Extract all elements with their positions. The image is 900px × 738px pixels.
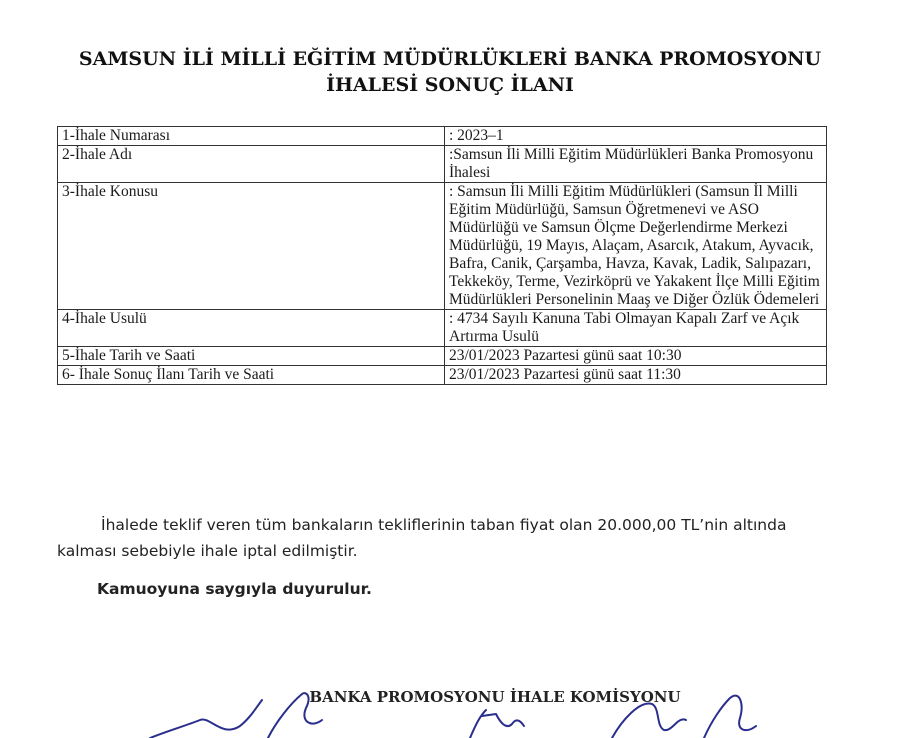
row-label: 5-İhale Tarih ve Saati	[58, 347, 445, 366]
title-line-1: SAMSUN İLİ MİLLİ EĞİTİM MÜDÜRLÜKLERİ BANKA PROMOSYONU	[78, 48, 822, 70]
row-value: 23/01/2023 Pazartesi günü saat 10:30	[445, 347, 827, 366]
committee-name: BANKA PROMOSYONU İHALE KOMİSYONU	[309, 688, 681, 706]
row-label: 1-İhale Numarası	[58, 127, 445, 146]
table-row	[58, 127, 827, 146]
ihale-info-table	[57, 126, 827, 385]
signature-4	[612, 703, 686, 738]
closing-statement: Kamuoyuna saygıyla duyurulur.	[97, 580, 372, 598]
title-line-2: İHALESİ SONUÇ İLANI	[326, 74, 574, 96]
document-title	[0, 46, 900, 98]
table-row	[58, 347, 827, 366]
signature-3	[470, 710, 524, 738]
row-label: 3-İhale Konusu	[58, 183, 445, 310]
table-row	[58, 310, 827, 347]
row-value: :Samsun İli Milli Eğitim Müdürlükleri Banka Promosyonu İhalesi	[445, 146, 827, 183]
row-value: : 2023–1	[445, 127, 827, 146]
table-row	[58, 146, 827, 183]
announcement-paragraph	[57, 512, 837, 564]
row-label: 2-İhale Adı	[58, 146, 445, 183]
row-label: 4-İhale Usulü	[58, 310, 445, 347]
row-value: : 4734 Sayılı Kanuna Tabi Olmayan Kapalı Zarf ve Açık Artırma Usulü	[445, 310, 827, 347]
table-row	[58, 366, 827, 385]
row-label: 6- İhale Sonuç İlanı Tarih ve Saati	[58, 366, 445, 385]
paragraph-text: İhalede teklif veren tüm bankaların tekliflerinin taban fiyat olan 20.000,00 TL’nin altında kalması sebebiyle ihale iptal edilmiştir.	[57, 516, 787, 560]
row-value: 23/01/2023 Pazartesi günü saat 11:30	[445, 366, 827, 385]
table-row	[58, 183, 827, 310]
row-value: : Samsun İli Milli Eğitim Müdürlükleri (Samsun İl Milli Eğitim Müdürlüğü, Samsun Öğretmenevi ve ASO Müdürlüğü ve Samsun Ölçme Değerlendirme Merkezi Müdürlüğü, 19 Mayıs, Alaçam, Asarcık, Atakum, Ayvacık, Bafra, Canik, Çarşamba, Havza, Kavak, Ladik, Salıpazarı, Tekkeköy, Terme, Vezirköprü ve Yakakent İlçe Milli Eğitim Müdürlükleri Personelinin Maaş ve Diğer Özlük Ödemeleri	[445, 183, 827, 310]
